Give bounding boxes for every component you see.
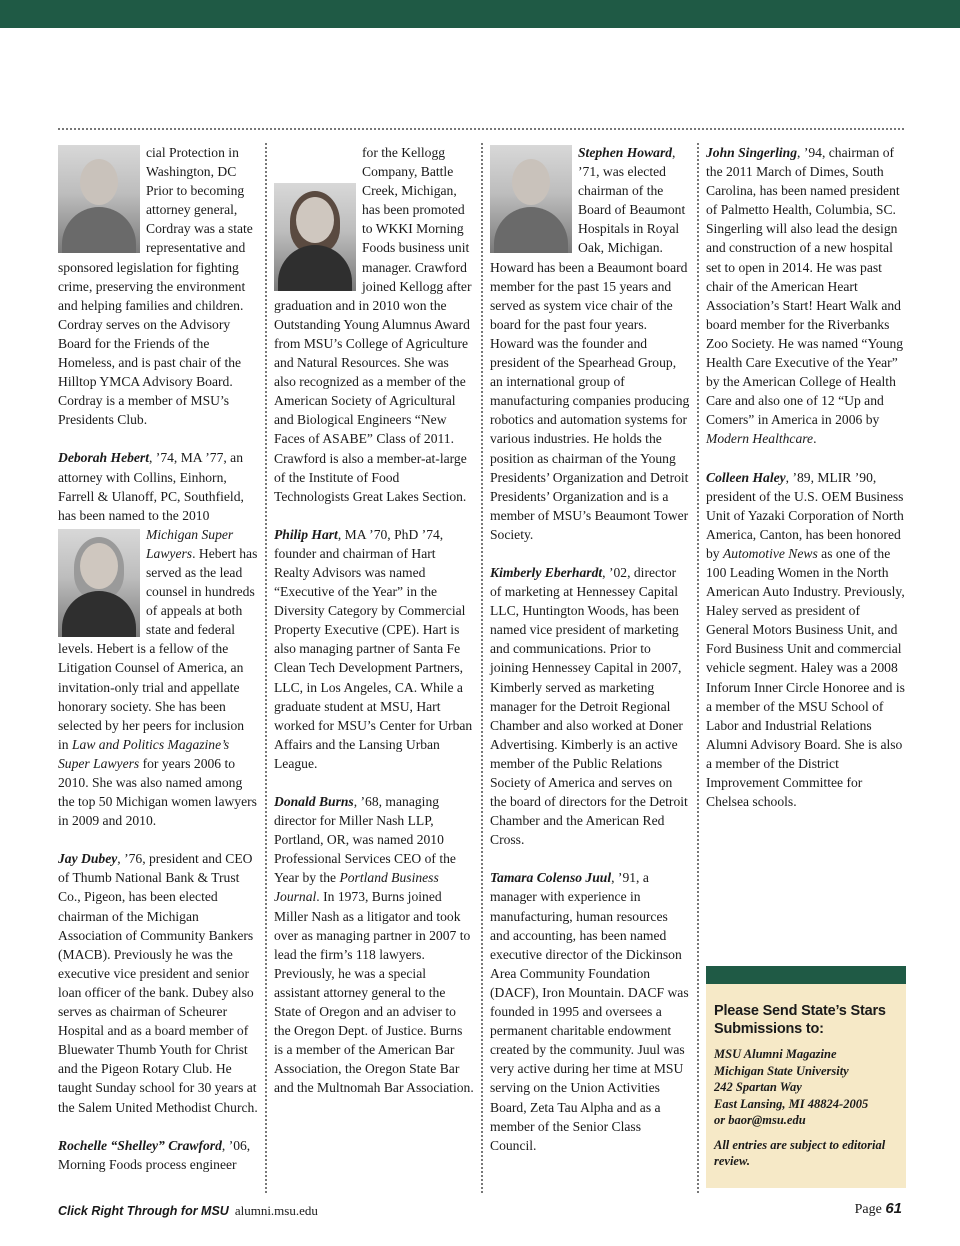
profile-juul (490, 868, 690, 1154)
profile-crawford (58, 1136, 258, 1174)
profile-name: John Singerling (706, 145, 798, 160)
profile-text: , ’76, president and CEO of Thumb National Bank & Trust Co., Pigeon, has been elected chairman of the Michigan Association of Community Bankers (MACB). Previously he was the executive vice president and senior loan officer of the bank. Dubey also serves as chairman of Scheurer Hospital and as a board member of Bluewater Thumb Youth for Christ and the Pigeon Rotary Club. He taught Sunday school for 30 years at the Salem United Methodist Church. (58, 851, 258, 1115)
dotted-divider (58, 128, 904, 130)
profile-text: , ’71, was elected chairman of the Board of Beaumont Hospitals in Royal Oak, Michigan. Howard has been a Beaumont board member for the past 15 years and served as system vice chair of the board for the past four years. Howard was the founder and president of the Spearhead Group, an international group of manufacturing companies producing robotics and automation systems for various industries. He holds the position as chairman of the Young Presidents’ Organization and Detroit Presidents’ Organization and is a member of MSU’s Beaumont Tower Society. (490, 145, 690, 542)
publication-title: Michigan Super Lawyers (146, 526, 234, 561)
profile-text: , ’89, MLIR ’90, president of the U.S. OEM Business Unit of Yazaki Corporation of North America, Canton, has been honored by (706, 469, 904, 561)
address-line: MSU Alumni Magazine (714, 1047, 837, 1061)
publication-title: Portland Business Journal (274, 870, 439, 905)
profile-name: Donald Burns (274, 794, 354, 809)
profile-text: for years 2006 to 2010. She was also named among the top 50 Michigan women lawyers in 2009 and 2010. (58, 755, 257, 829)
profile-name: Rochelle “Shelley” Crawford (58, 1137, 222, 1153)
profile-text: , ’74, MA ’77, an attorney with Collins, Einhorn, Farrell & Ulanoff, PC, Southfield, has been named to the 2010 (58, 450, 244, 523)
email-link[interactable]: or baor@msu.edu (714, 1113, 806, 1127)
column-separator (265, 143, 267, 1193)
profile-hart (274, 525, 474, 773)
profile-text: . In 1973, Burns joined Miller Nash as a litigator and took over as managing partner in 2007 to lead the firm’s 118 lawyers. Previously, he was a special assistant attorney general to the State of Oregon and an adviser to the Oregon Dept. of Justice. Burns is a member of the American Bar Association, the Oregon State Bar and the Multnomah Bar Association. (274, 889, 474, 1096)
profile-text: as one of the 100 Leading Women in the North American Auto Industry. Previously, Haley served as president of General Motors Business Unit, and Ford Business Unit and commercial vehicle segment. Haley was a 2008 Inforum Inner Circle Honoree and is a member of the MSU School of Labor and Industrial Relations Alumni Advisory Board. She is also a member of the District Improvement Committee for Chelsea schools. (706, 545, 905, 810)
profile-text: , ’94, chairman of the 2011 March of Dimes, South Carolina, has been named president of Palmetto Health, Columbia, SC. Singerling will also lead the design and construction of a new hospital set to open in 2014. He was past chair of the American Heart Association’s Start! Heart Walk and board member for the Riverbanks Zoo Society. He was named “Young Health Care Executive of the Year” by the American College of Health Care and also one of 12 “Up and Comers” in America in 2006 by (706, 145, 904, 428)
header-bar (0, 0, 960, 28)
profile-name: Jay Dubey (58, 851, 118, 867)
publication-title: Modern Healthcare (706, 431, 814, 447)
profile-cordray (58, 143, 258, 429)
publication-title: Automotive News (723, 545, 818, 561)
profile-crawford-cont (274, 143, 474, 506)
column-4 (706, 143, 906, 830)
profile-text: . Hebert has served as the lead counsel in hundreds of appeals at both state and federal levels. Hebert is a fellow of the Litigation Counsel of America, an invitation-only trial and appellate honorary society. She has been selected by her peers for inclusion in (58, 545, 258, 752)
publication-title: Law and Politics Magazine’s Super Lawyers (58, 736, 230, 771)
profile-name: Philip Hart (274, 526, 338, 542)
profile-text: , MA ’70, PhD ’74, founder and chairman of Hart Realty Advisors was named “Executive of the Year” in the Diversity Category by Commercial Property Executive (CPE). Hart is also managing partner of Santa Fe Clean Tech Development Partners, LLC, in Los Angeles, CA. While a graduate student at MSU, Hart worked for MSU’s Center for Urban Affairs and the Lansing Urban League. (274, 526, 473, 771)
submission-sidebar (706, 966, 906, 1188)
footer-left (58, 1203, 318, 1219)
profile-name: Colleen Haley (706, 469, 786, 485)
column-3 (490, 143, 690, 1174)
profile-hebert (58, 448, 258, 830)
profile-singerling (706, 143, 906, 449)
address-line: 242 Spartan Way (714, 1080, 802, 1094)
profile-name: Deborah Hebert (58, 450, 149, 466)
profile-text: , ’68, managing director for Miller Nash LLP, Portland, OR, was named 2010 Professional Services CEO of the Year by the (274, 794, 456, 886)
profile-text: for the Kellogg Company, Battle Creek, Michigan, has been promoted to WKKI Morning Foods business unit manager. Crawford joined Kellogg after graduation and in 2010 won the Outstanding Young Alumnus Award from MSU’s College of Agriculture and Natural Resources. She was also recognized as a member of the American Society of Agricultural and Biological Engineers “New Faces of ASABE” Class of 2011. Crawford is also a member-at-large of the Institute of Food Technologists Great Lakes Section. (274, 145, 472, 504)
profile-text: , ’06, Morning Foods process engineer (58, 1137, 251, 1172)
column-separator (481, 143, 483, 1193)
photo-cordray (58, 145, 140, 253)
sidebar-heading: Please Send State’s Stars Submissions to: (714, 1003, 886, 1037)
profile-howard (490, 143, 690, 544)
column-1 (58, 143, 258, 1193)
profile-text: , ’91, a manager with experience in manufacturing, human resources and accounting, has been named executive director of the Dickinson Area Community Foundation (DACF), Iron Mountain. DACF was founded in 1995 and oversees a permanent charitable endowment created by the community. Juul was very active during her time at MSU serving on the Union Activities Board, Zeta Tau Alpha and as a member of the Senior Class Council. (490, 870, 689, 1153)
sidebar-address (706, 1038, 906, 1129)
photo-howard (490, 145, 572, 253)
page-label: Page (854, 1202, 882, 1217)
photo-hebert (58, 529, 140, 637)
column-separator (697, 143, 699, 1193)
profile-text: . (813, 431, 817, 447)
profile-name: Kimberly Eberhardt (490, 564, 603, 580)
address-line: Michigan State University (714, 1063, 849, 1078)
profile-name: Tamara Colenso Juul (490, 870, 612, 886)
profile-name: Stephen Howard (578, 145, 673, 160)
profile-haley (706, 468, 906, 812)
profile-dubey (58, 849, 258, 1116)
address-line: East Lansing, MI 48824-2005 (714, 1096, 869, 1111)
profile-eberhardt (490, 563, 690, 849)
profile-burns (274, 792, 474, 1098)
footer-brand: Click Right Through for MSU (58, 1204, 229, 1218)
profile-text: cial Protection in Washington, DC Prior to becoming attorney general, Cordray was a state representative and sponsored legislation for fighting crime, preserving the environment and helping families and children. Cordray serves on the Advisory Board for the Friends of the Homeless, and is past chair of the Hilltop YMCA Advisory Board. Cordray is a member of MSU’s Presidents Club. (58, 145, 253, 428)
sidebar-note: All entries are subject to editorial review. (714, 1137, 886, 1168)
profile-text: , ’02, director of marketing at Hennessey Capital LLC, Huntington Woods, has been named vice president of marketing and communications. Prior to joining Hennessey Capital in 2007, Kimberly served as marketing manager for the Detroit Regional Chamber and also worked at Doner Advertising. Kimberly is an active member of the Public Relations Society of America and serves on the board of directors for the Detroit Chamber and the American Red Cross. (490, 564, 688, 848)
photo-crawford (274, 183, 356, 291)
column-2 (274, 143, 474, 1117)
footer-url[interactable]: alumni.msu.edu (234, 1203, 318, 1218)
footer-page (855, 1200, 902, 1218)
page-number: 61 (885, 1200, 902, 1217)
sidebar-band (706, 966, 906, 984)
